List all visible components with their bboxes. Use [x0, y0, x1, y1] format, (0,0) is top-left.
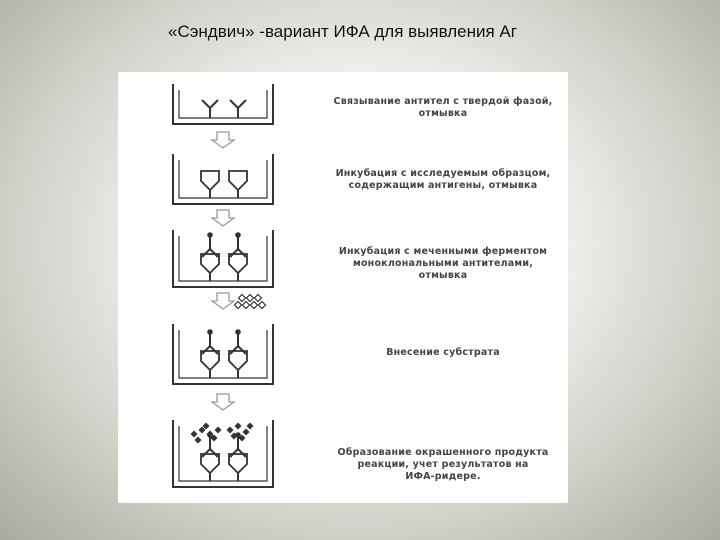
- step-3-label: Инкубация с меченными ферментом моноклональными антителами, отмывка: [338, 246, 548, 281]
- colored-product-cluster: [191, 423, 254, 444]
- step-4-label: Внесение субстрата: [386, 347, 500, 358]
- arrow-down-icon: [212, 293, 234, 309]
- step-1-label: Связывание антител с твердой фазой, отмывка: [333, 96, 553, 119]
- well-step-1: [173, 84, 273, 124]
- well-step-2: [173, 154, 273, 204]
- schematic-diagram: [118, 72, 568, 503]
- antigen: [229, 171, 247, 190]
- arrow-down-icon: [212, 394, 234, 410]
- slide-title: «Сэндвич» -вариант ИФА для выявления Аг: [168, 22, 517, 41]
- well-step-3: [173, 230, 273, 287]
- substrate-cluster: [235, 295, 266, 309]
- capture-antibody: [230, 100, 246, 118]
- step-5-label: Образование окрашенного продукта реакции, учет результатов на ИФА-ридере.: [337, 447, 549, 482]
- elisa-sandwich-figure: [118, 72, 568, 503]
- well-step-5: [173, 420, 273, 487]
- arrow-down-icon: [212, 132, 234, 148]
- antigen: [201, 171, 219, 190]
- well-step-4: [173, 324, 273, 384]
- capture-antibody: [202, 100, 218, 118]
- arrow-down-icon: [212, 210, 234, 226]
- step-2-label: Инкубация с исследуемым образцом, содержащим антигены, отмывка: [335, 168, 551, 191]
